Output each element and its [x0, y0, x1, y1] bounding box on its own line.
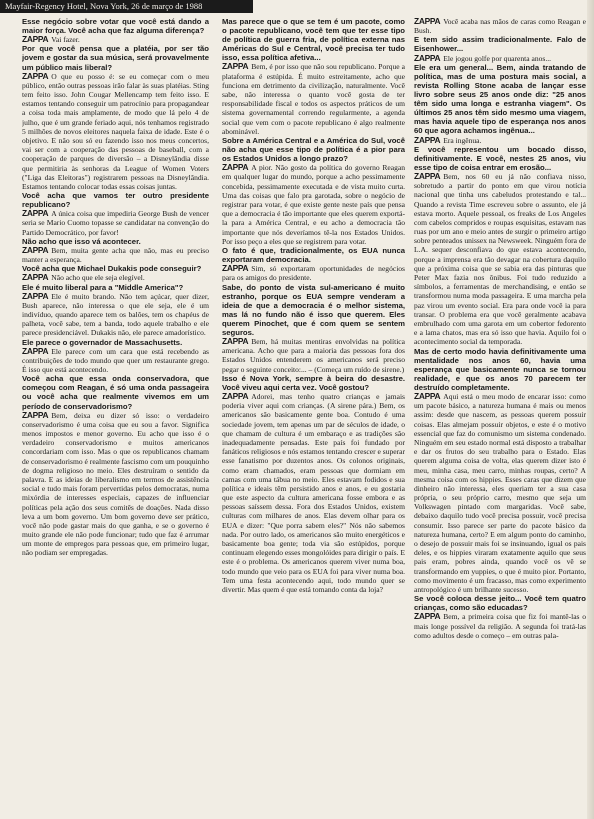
speaker-label: ZAPPA [414, 52, 441, 63]
answer-text: Aqui está o meu modo de encarar isso: como um pacote básico, a natureza humana é mais ou menos assim: desde que nascem, as pessoas querem possuir coisas. Elas almejam possuir objetos, e este é o motivo essencial que faz do comunismo um sistema condenado. Ninguém em seu estado normal está disposto a trabalhar e dar os frutos do seu trabalho para o Estado. Elas querem alguma coisa de volta, elas querem dizer isto é meu, minha casa, meu carro, minhas roupas, certo? A mesma coisa com os hippies. Esses caras que dizem que dinheiro não interessa, eles queriam ter a sua casa própria, o seu próprio carro, mesmo que seja um Volkswagen pintado com margaridas. Você sabe, debaixo daquilo tudo você precisa possuir, você precisa consumir. Isso parece ser parte do pacote básico da natureza humana, certo? E em algum ponto do caminho, o desejo de possuir mais foi se insinuando, igual os pais deles, e os hippies viraram exatamente aquilo que seus pais eram, pobres ainda, quando você os vê se transformando em yuppies, o que é muito pior. Portanto, como movimento é um fracasso, mas como experimento antropológico é um brilhante sucesso. [414, 392, 586, 594]
answer-text: Bem, nos 60 eu já não confiava nisso, sobretudo a partir do ponto em que virou notícia nacional que tinha uns cabeludos protestando e tal... Quando a revista Time escreveu sobre o assunto, ele já estava morto. Aquele pessoal, os freaks de Los Angeles com cabelos compridos e roupas esquisitas, estavam nas ruas por um ano e meio antes de surgir o primeiro artigo sobre penteados unissex na Newsweek. Ninguém fora de L.A. sequer desconfiava do que estava acontecendo, porque a imprensa era tão devagar na cobertura daquilo que a próxima coisa que se sabia era das pinturas que Peter Max fazia nos ônibus. Foi tudo reduzido a símbolos, a ferramentas de merchandising, e então se transformou numa moda passageira. E uma marcha pela paz virou um evento social. Era para onde você ia para transar. O problema era que você geralmente acabava embrulhado com uma garota em um cobertor fedorento e a lama chatos, mas era só isso que havia. Aquilo foi o acontecimento social da temporada. [414, 171, 586, 347]
interview-answer [222, 264, 405, 282]
interview-question: Você acha que vamos ter outro presidente republicano? [22, 191, 209, 210]
interview-answer [22, 72, 209, 191]
interview-question: Você acha que essa onda conservadora, que começou com Reagan, é só uma onda passageira ou você acha que realmente vivemos em um período de conservadorismo? [22, 374, 209, 411]
speaker-label: ZAPPA [22, 244, 49, 255]
interview-question: Por que você pensa que a platéia, por ser tão jovem e gostar da sua música, será provavelmente um público mais liberal? [22, 44, 209, 72]
answer-text: Bem, a primeira coisa que fiz foi mantê-las o mais longe possível da religião. A segunda foi tratá-las como adultos desde o começo – em outras pala- [414, 612, 586, 640]
article-header: Mayfair-Regency Hotel, Nova York, 26 de março de 1988 [0, 0, 253, 13]
interview-question: Sobre a América Central e a América do Sul, você não acha que esse tipo de política é a pior para os Estados Unidos a longo prazo? [222, 135, 405, 164]
speaker-label: ZAPPA [22, 34, 49, 45]
text-column-1 [22, 17, 209, 815]
interview-question: Mas parece que o que se tem é um pacote, como o pacote republicano, você tem que ter esse tipo de política de guerra fria, de política externa nas Américas do Sul e Central, você precisa ter tudo isso, essa política afetiva... [222, 17, 405, 63]
answer-text: Não acho que ele seja elegível. [51, 273, 145, 283]
speaker-label: ZAPPA [222, 162, 249, 173]
interview-answer [414, 172, 586, 347]
interview-question: Esse negócio sobre votar que você está dando a maior força. Você acha que faz alguma diferença? [22, 17, 209, 36]
text-column-2 [222, 17, 405, 815]
interview-answer [222, 163, 405, 246]
interview-question: Se você coloca desse jeito... Você tem quatro crianças, como são educadas? [414, 594, 586, 613]
speaker-label: ZAPPA [22, 409, 49, 420]
speaker-label: ZAPPA [414, 611, 441, 622]
answer-text: O que eu posso é: se eu começar com o meu público, então outras pessoas irão falar às suas platéias. Sting tem feito isso. John Cougar Mellencamp tem feito isso. E estamos tentando conseguir um patrocínio para propagandear a coisa toda mais amplamente, de modo que lá pelo 4 de julho, que é um grande feriado aqui, nós tenhamos registrado 5 milhões de novos eleitores naquela faixa de idade. Este é o objetivo. E não sou só eu fazendo isso nos meus concertos, vai ser com a cooperação das pessoas de baseball, com a cooperação de parques de diversão – a Disneylândia disse que permitiria às senhoras da League of Women Voters ("Liga das Eleitoras") registrarem pessoas na Disneylândia. Estamos tentando colocar todas essas coisas juntas. [22, 71, 209, 191]
interview-question: Mas de certo modo havia definitivamente uma mentalidade nos anos 60, havia uma esperança que basicamente nunca se tornou realidade, e que os anos 70 parecem ter destruído completamente. [414, 346, 586, 392]
interview-answer [222, 392, 405, 594]
answer-text: Ele é muito brando. Não tem açúcar, quer dizer, Bush aparece, não interessa o que ele seja, ele é um indivíduo, quando aparece tem os balões, tem os chapéus de palheta, você sabe, tem a banda, todo aquele trabalho e ele parece presidenciável. Dukakis não, ele parece amadorístico. [22, 291, 209, 338]
interview-question: E tem sido assim tradicionalmente. Falo de Eisenhower... [414, 35, 586, 54]
answer-text: Era ingênua. [443, 135, 482, 145]
speaker-label: ZAPPA [414, 170, 441, 181]
interview-answer [22, 273, 209, 282]
answer-text: Você acaba nas mãos de caras como Reagan e Bush. [414, 17, 586, 36]
answer-text: A pior. Não gosto da política do governo Reagan em qualquer lugar do mundo, porque a acho pessimamente concebida, pessimamente executada e de vista muito curta. Uma das coisas que falo pra garotada, sobre o negócio de registrar para votar, é que existe gente neste país que pensa que a democracia é tão importante que eles querem exportá-la para a América Central, e eu acho a democracia tão importante que nós deveríamos tê-la nos Estados Unidos. Por isso peço a eles que se registrem para votar. [222, 163, 405, 246]
answer-text: A única coisa que impediria George Bush de vencer seria se Mario Cuomo topasse se candidatar na convenção do Partido Democrático, por favor! [22, 209, 209, 237]
interview-answer [22, 347, 209, 375]
interview-answer [414, 54, 586, 63]
speaker-label: ZAPPA [222, 336, 249, 347]
speaker-label: ZAPPA [222, 61, 249, 72]
speaker-label: ZAPPA [222, 391, 249, 401]
answer-text: Adorei, mas tenho quatro crianças e jamais poderia viver aqui com crianças. (A sirene pára.) Bem, os americanos são basicamente gente boa. Contudo é uma sociedade jovem, tem apenas um par de séculos de idade, o que chamam de cultura é um embaraço e as tradições são inadequadamente pensadas. Este país foi fundado por fanáticos religiosos e nós estamos tentando crescer e superar esse fanatismo por duzentos anos. Os colonos originais, como eram chamados, eram pessoas que dormiam em camas com uma tábua no meio. Eles estavam fodidos e sua política e ideais têm persistido anos e anos, e eu gostaria que este aspecto da cultura americana fosse embora e as pessoas saíssem dessa. Fora dos Estados Unidos, existem culturas com milhares de anos. Elas devem olhar para os EUA e dizer: "Que porra sabem eles?" Nós não sabemos nada. Por outro lado, os americanos são muito energéticos e basicamente boa gente; toda via são estúpidos, porque continuam elegendo esses mongolóides para dirigir o país. E este é o problema. Os americanos querem viver numa boa, todo mundo que veio para os EUA foi para viver numa boa. Tem uma festa acontecendo aqui, todo mundo quer se divertir. Mas quem é que está tomando conta da loja? [222, 392, 405, 594]
interview-answer [414, 392, 586, 594]
interview-answer [22, 411, 209, 558]
interview-question: O fato é que, tradicionalmente, os EUA nunca exportaram democracia. [222, 245, 405, 265]
interview-answer [22, 209, 209, 237]
interview-question: Não acho que isso vá acontecer. [22, 236, 141, 246]
interview-question: Sabe, do ponto de vista sul-americano é muito estranho, porque os EUA sempre venderam a ideia de que a democracia é o melhor sistema, mas lá no fundo não é isso que querem. Eles querem Pinochet, que é com quem se sentem seguros. [222, 282, 405, 337]
speaker-label: ZAPPA [22, 345, 49, 356]
answer-text: Bem, deixa eu dizer só isso: o verdadeiro conservadorismo é uma coisa que eu sou a favor. Significa menos impostos e menor governo. Eu acho que isso é o verdadeiro conservadorismo e muitos americanos concordariam com isso. Mas o que os republicanos chamam de conservadorismo é realmente fascismo com um pouquinho de dogma religioso no meio. Eles destruíram o sentido da palavra. E as ideias de liberalismo em termos de assistência social e tudo mais foram pervertidas pelos democratas, numa mixórdia de interesses especiais, capazes de influenciar políticas pela ação dos seus comitês de doações. Nada disso leva a um bom governo. Um bom governo deve ser prático, você não pode gastar mais do que ganha, e se o governo é muito grande ele não pode funcionar; tudo que faz é arrumar um monte de empregos para pessoas que, em primeiro lugar, não podiam ser empregadas. [22, 410, 209, 558]
answer-text: Bem, há muitas mentiras envolvidas na política americana. Acho que para a maioria das pessoas fora dos Estados Unidos entenderem os americanos será preciso pegar o seguinte conceito:... – (Começa um ruído de sirene.) [222, 337, 405, 374]
speaker-label: ZAPPA [22, 272, 49, 283]
answer-text: Sim, só exportaram oportunidades de negócios para os amigos do presidente. [222, 264, 405, 283]
interview-answer [414, 612, 586, 640]
interview-answer [22, 246, 209, 264]
interview-question: Isso é Nova York, sempre à beira do desastre. Você viveu aqui certa vez. Você gostou? [222, 373, 405, 392]
page-edge [587, 0, 594, 819]
interview-question: Ele parece o governador de Massachusetts. [22, 337, 183, 347]
answer-text: Ele parece com um cara que está recebendo as contribuições de todo mundo que quer um restaurante grego. É isso que está acontecendo. [22, 346, 209, 375]
interview-answer [22, 292, 209, 338]
answer-text: Bem, é por isso que não sou republicano. Porque a plataforma é estúpida. É muito estreitamente, acho que funciona em detrimento da civilização, naturalmente. Você sabe, não interessa o quanto você gosta de ter responsabilidade fiscal e todos os aspectos práticos de um sistema governamental correndo regularmente, a agenda social que vem com o pacote republicano é algo realmente abominável. [222, 62, 405, 136]
interview-question: Ele é muito liberal para a "Middle America"? [22, 282, 184, 292]
answer-text: Ele jogou golfe por quarenta anos... [443, 53, 551, 63]
interview-answer [222, 337, 405, 374]
speaker-label: ZAPPA [22, 208, 49, 219]
interview-answer [22, 35, 209, 44]
speaker-label: ZAPPA [22, 290, 49, 301]
interview-question: E você representou um bocado disso, definitivamente. E você, nestes 25 anos, viu esse tipo de coisa entrar em erosão... [414, 144, 586, 172]
speaker-label: ZAPPA [222, 263, 249, 274]
text-column-3 [414, 17, 586, 815]
speaker-label: ZAPPA [22, 70, 49, 81]
interview-question: Você acha que Michael Dukakis pode conseguir? [22, 264, 202, 274]
interview-question: Ele era um general... Bem, ainda tratando de política, mas de uma postura mais social, a revista Rolling Stone acaba de lançar esse livro sobre seus 25 anos onde diz: "25 anos têm sido uma longa e estranha viagem". Os últimos 25 anos têm sido mesmo uma viagem, mas havia aquele tipo de esperança nos anos 60 que agora achamos ingênua... [414, 62, 586, 136]
interview-answer [414, 136, 586, 145]
answer-text: Bem, muita gente acha que não, mas eu preciso manter a esperança. [22, 245, 209, 265]
speaker-label: ZAPPA [414, 17, 441, 26]
speaker-label: ZAPPA [414, 391, 441, 401]
speaker-label: ZAPPA [414, 134, 441, 145]
interview-answer [222, 62, 405, 136]
answer-text: Vai fazer. [51, 35, 80, 45]
interview-answer [414, 17, 586, 35]
